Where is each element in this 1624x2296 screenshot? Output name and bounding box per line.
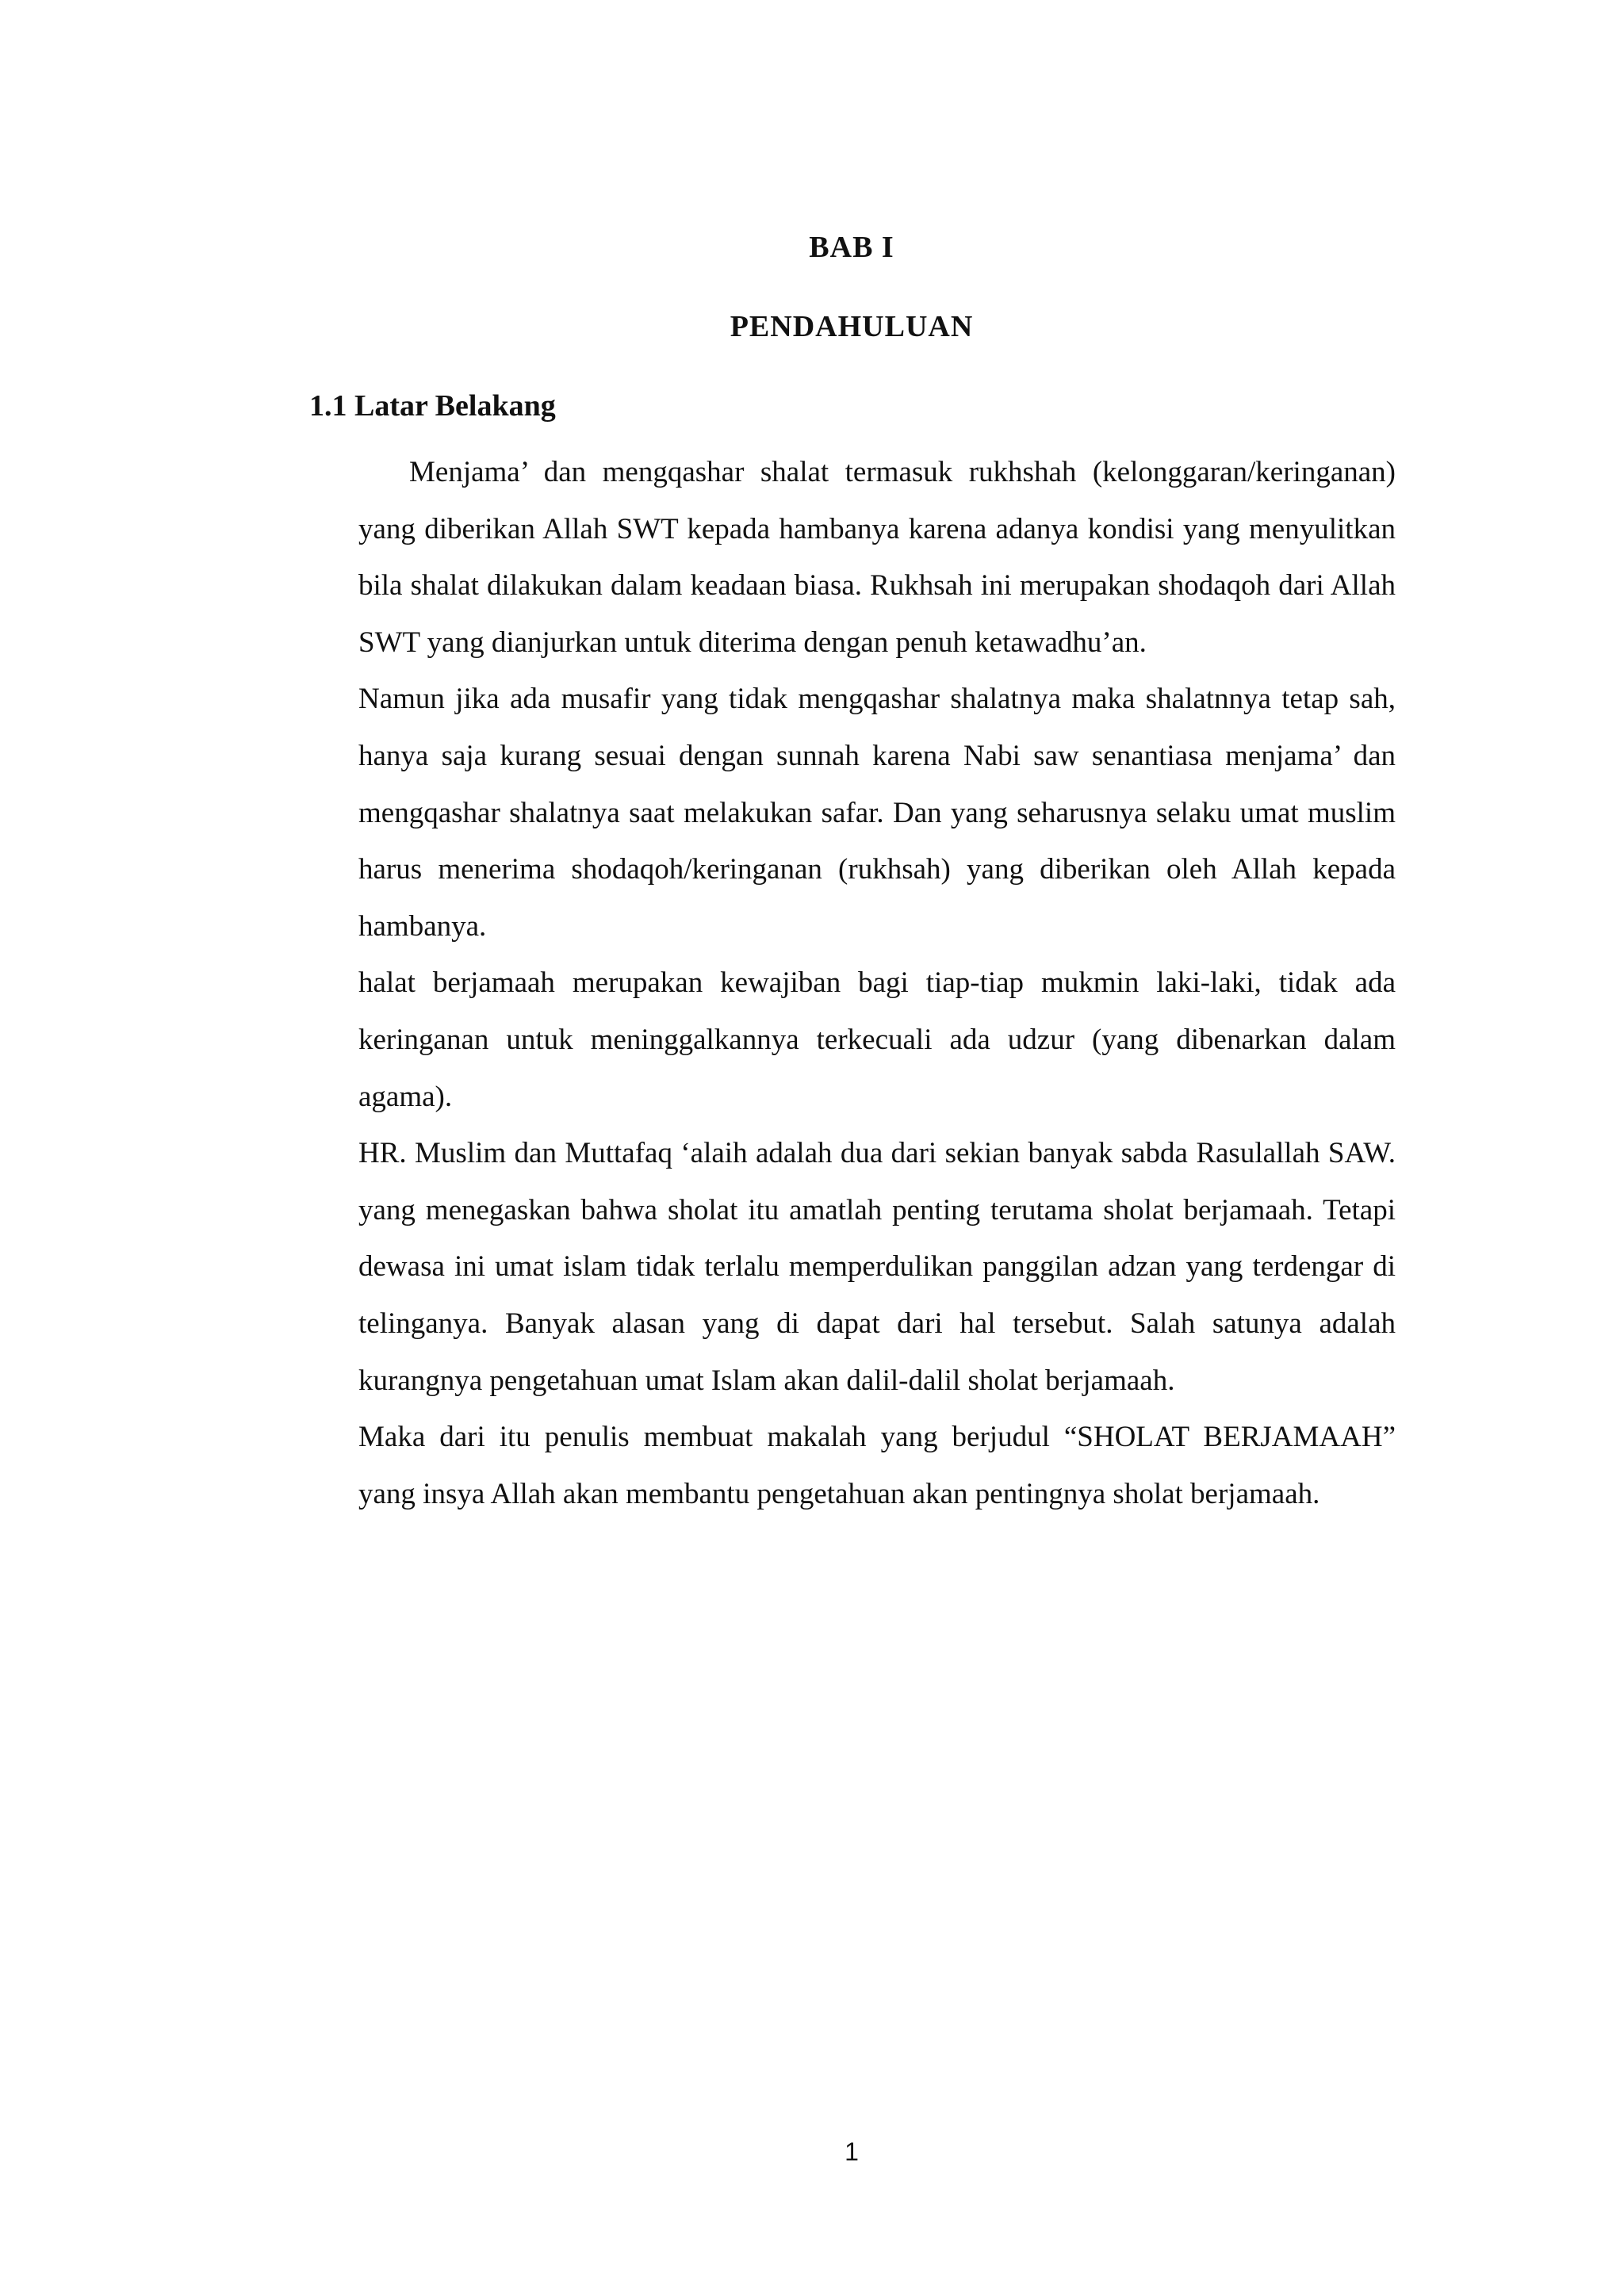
paragraph: HR. Muslim dan Muttafaq ‘alaih adalah dua dari sekian banyak sabda Rasulallah SAW. yang menegaskan bahwa sholat itu amatlah penting terutama sholat berjamaah. Tetapi dewasa ini umat islam tidak terlalu memperdulikan panggilan adzan yang terdengar di telinganya. Banyak alasan yang di dapat dari hal tersebut. Salah satunya adalah kurangnya pengetahuan umat Islam akan dalil-dalil sholat berjamaah. — [358, 1137, 1396, 1397]
paragraph: halat berjamaah merupakan kewajiban bagi tiap-tiap mukmin laki-laki, tidak ada keringanan untuk meninggalkannya terkecuali ada udzur (yang dibenarkan dalam agama). — [358, 966, 1396, 1113]
body-text — [358, 444, 1396, 1522]
paragraph: Menjama’ dan mengqashar shalat termasuk rukhshah (kelonggaran/keringanan) yang diberikan Allah SWT kepada hambanya karena adanya kondisi yang menyulitkan bila shalat dilakukan dalam keadaan biasa. Rukhsah ini merupakan shodaqoh dari Allah SWT yang dianjurkan untuk diterima dengan penuh ketawadhu’an. — [358, 456, 1396, 659]
page-number: 1 — [845, 2137, 859, 2166]
chapter-title: PENDAHULUAN — [730, 310, 974, 343]
chapter-number: BAB I — [809, 231, 894, 264]
section-heading: 1.1 Latar Belakang — [309, 389, 556, 423]
paragraph: Maka dari itu penulis membuat makalah yang berjudul “SHOLAT BERJAMAAH” yang insya Allah akan membantu pengetahuan akan pentingnya sholat berjamaah. — [358, 1421, 1396, 1510]
paragraph: Namun jika ada musafir yang tidak mengqashar shalatnya maka shalatnnya tetap sah, hanya saja kurang sesuai dengan sunnah karena Nabi saw senantiasa menjama’ dan mengqashar shalatnya saat melakukan safar. Dan yang seharusnya selaku umat muslim harus menerima shodaqoh/keringanan (rukhsah) yang diberikan oleh Allah kepada hambanya. — [358, 683, 1396, 943]
